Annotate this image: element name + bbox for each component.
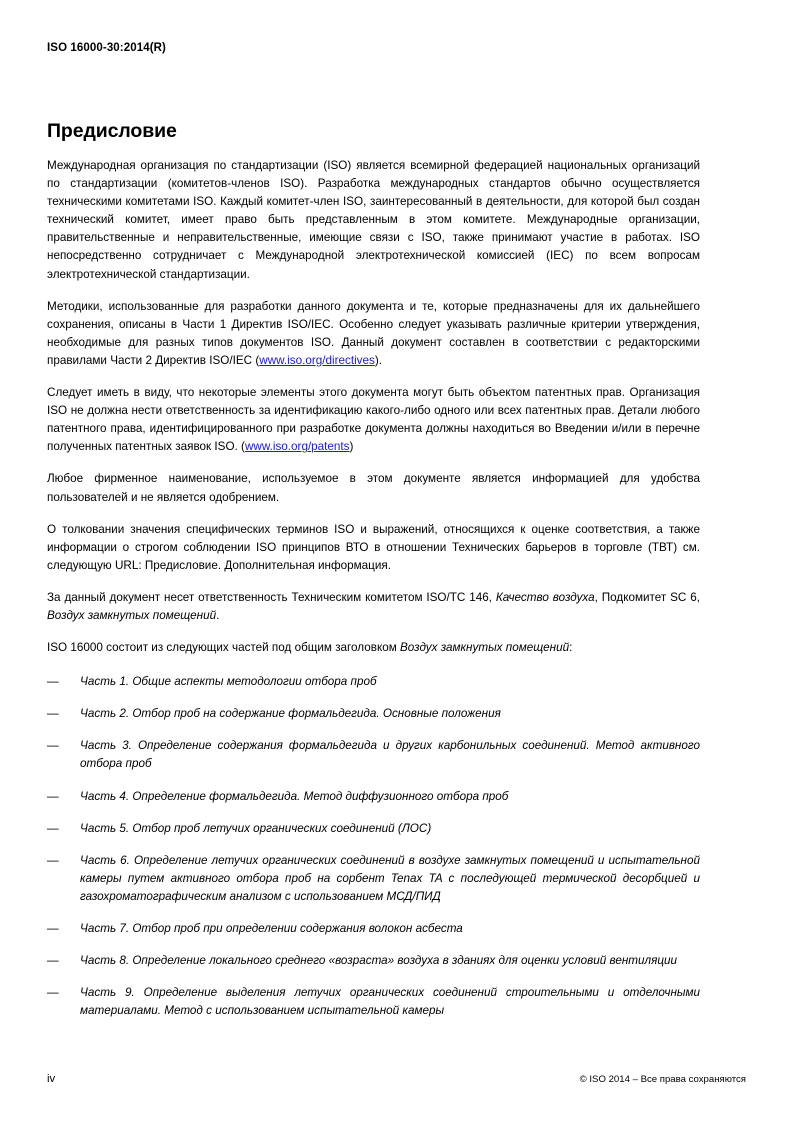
subcommittee-title-indoor-air: Воздух замкнутых помещений (47, 608, 217, 622)
list-item (47, 920, 700, 938)
em-dash-bullet-icon: — (47, 922, 59, 935)
em-dash-bullet-icon: — (47, 986, 59, 1000)
list-item (47, 673, 700, 691)
paragraph-parts-intro (47, 639, 700, 657)
parts-list (47, 673, 700, 1020)
list-item (47, 984, 700, 1020)
em-dash-bullet-icon: — (47, 853, 59, 867)
list-item (47, 852, 700, 906)
list-item-label: Часть 5. Отбор проб летучих органических соединений (ЛОС) (80, 821, 432, 835)
paragraph-text: О толковании значения специфических терминов ISO и выражений, относящихся к оценке соответствия, а также информации о строгом соблюдении ISO принципов ВТО в отношении Технических барьеров в торговле (ТВТ) см. следующую URL: Предисловие. Дополнительная информация. (47, 522, 700, 572)
em-dash-bullet-icon: — (47, 789, 59, 803)
paragraph-directives (47, 298, 700, 370)
series-title-indoor-air: Воздух замкнутых помещений (400, 641, 570, 655)
parts-intro-text-b: : (569, 641, 573, 655)
list-item (47, 820, 700, 838)
paragraph-text: Международная организация по стандартизации (ISO) является всемирной федерацией национальных организаций по стандартизации (комитетов-членов ISO). Разработка международных стандартов обычно осуществляется техническими комитетами ISO. Каждый комитет-член ISO, заинтересованный в деятельности, для которой был создан технический комитет, имеет право быть представленным в этом комитете. Международные организации, правительственные и неправительственные, имеющие связи с ISO, также принимают участие в работах. ISO непосредственно сотрудничает с Международной электротехнической комиссией (IEC) по всем вопросам электротехнической стандартизации. (47, 159, 700, 281)
list-item-label: Часть 7. Отбор проб при определении содержания волокон асбеста (80, 922, 463, 935)
list-item-label: Часть 6. Определение летучих органических соединений в воздухе замкнутых помещений и испытательной камеры путем активного отбора проб на сорбент Tenax TA с последующей термической десорбцией и газохроматографическим анализом с использованием МСД/ПИД (80, 853, 700, 903)
paragraph-iso-description (47, 157, 700, 284)
paragraph-text: Следует иметь в виду, что некоторые элементы этого документа могут быть объектом патентных прав. Организация ISO не должна нести ответственность за идентификацию какого-либо одного или всех патентных прав. Детали любого патентного права, идентифицированного при разработке документа должны находиться во Введении и/или в перечне полученных патентных заявок ISO. (47, 386, 700, 454)
em-dash-bullet-icon: — (47, 675, 59, 689)
em-dash-bullet-icon: — (47, 739, 59, 753)
em-dash-bullet-icon: — (47, 707, 59, 721)
list-item-label: Часть 9. Определение выделения летучих органических соединений строительными и отделочными материалами. Метод с использованием испытательной камеры (80, 986, 700, 1018)
copyright-notice: © ISO 2014 – Все права сохраняются (579, 1074, 746, 1085)
committee-title-air-quality: Качество воздуха (495, 590, 595, 604)
committee-text-c: . (216, 608, 220, 622)
page-number: iv (47, 1073, 56, 1085)
em-dash-bullet-icon: — (47, 821, 59, 835)
paragraph-text: Методики, использованные для разработки данного документа и те, которые предназначены для их дальнейшего сохранения, описаны в Части 1 Директив ISO/IEC. Особенно следует указывать различные критерии утверждения, необходимые для разных типов документов ISO. Данный документ составлен в соответствии с редакторскими правилами Части 2 Директив ISO/IEC (47, 299, 700, 367)
paragraph-text: Любое фирменное наименование, используемое в этом документе является информацией для удобства пользователей и не является одобрением. (47, 472, 700, 504)
paragraph-trade-names (47, 470, 700, 506)
list-item (47, 705, 700, 723)
em-dash-bullet-icon: — (47, 954, 59, 968)
paren-close: ) (349, 440, 354, 454)
page-footer (47, 1073, 746, 1089)
paren-open: ( (252, 353, 260, 367)
list-item-label: Часть 4. Определение формальдегида. Метод диффузионного отбора проб (80, 789, 509, 803)
list-item-label: Часть 3. Определение содержания формальдегида и других карбонильных соединений. Метод активного отбора проб (80, 739, 700, 771)
paragraph-patent-rights (47, 384, 700, 456)
committee-text-a: За данный документ несет ответственность Техническим комитетом ISO/TC 146, (47, 590, 496, 604)
list-item (47, 788, 700, 806)
paragraph-wto-tbt (47, 521, 700, 575)
list-item (47, 952, 700, 970)
link-iso-patents[interactable]: www.iso.org/patents (244, 440, 350, 454)
list-item (47, 737, 700, 773)
parts-intro-text-a: ISO 16000 состоит из следующих частей под общим заголовком (47, 641, 400, 655)
foreword-body (47, 157, 700, 1034)
list-item-label: Часть 8. Определение локального среднего «возраста» воздуха в зданиях для оценки условий вентиляции (80, 954, 678, 968)
paragraph-responsible-committee (47, 589, 700, 625)
paren-open: ( (241, 440, 245, 454)
list-item-label: Часть 1. Общие аспекты методологии отбора проб (80, 675, 377, 689)
link-iso-directives[interactable]: www.iso.org/directives (259, 353, 375, 367)
list-item-label: Часть 2. Отбор проб на содержание формальдегида. Основные положения (80, 707, 501, 721)
document-running-header: ISO 16000-30:2014(R) (47, 42, 166, 54)
paren-close: ). (374, 353, 383, 367)
committee-text-b: , Подкомитет SC 6, (594, 590, 701, 604)
page-title: Предисловие (47, 120, 177, 143)
